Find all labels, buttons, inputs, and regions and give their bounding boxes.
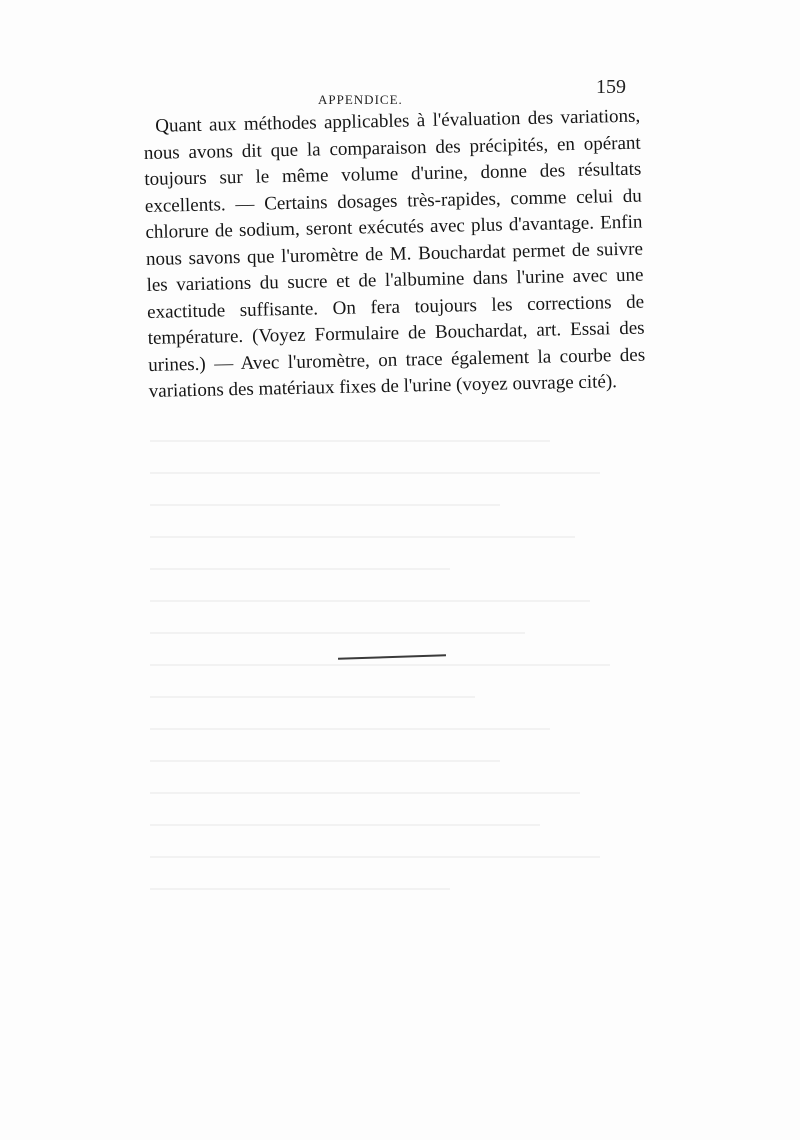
running-head: APPENDICE. [318, 92, 403, 107]
show-through-texture [150, 440, 650, 940]
body-text [143, 104, 646, 406]
paragraph: Quant aux méthodes applicables à l'évaluation des variations, nous avons dit que la comparaison des précipités, en opérant toujours sur le même volume d'urine, donne des résultats excellents. — Certains dosages très-rapides, comme celui du chlorure de sodium, seront exécutés avec plus d'avantage. Enfin nous savons que l'uromètre de M. Bouchardat permet de suivre les variations du sucre et de l'albumine dans l'urine avec une exactitude suffisante. On fera toujours les corrections de température. (Voyez Formulaire de Bouchardat, art. Essai des urines.) — Avec l'uromètre, on trace également la courbe des variations des matériaux fixes de l'urine (voyez ouvrage cité). [143, 105, 646, 402]
page-number: 159 [596, 76, 626, 98]
